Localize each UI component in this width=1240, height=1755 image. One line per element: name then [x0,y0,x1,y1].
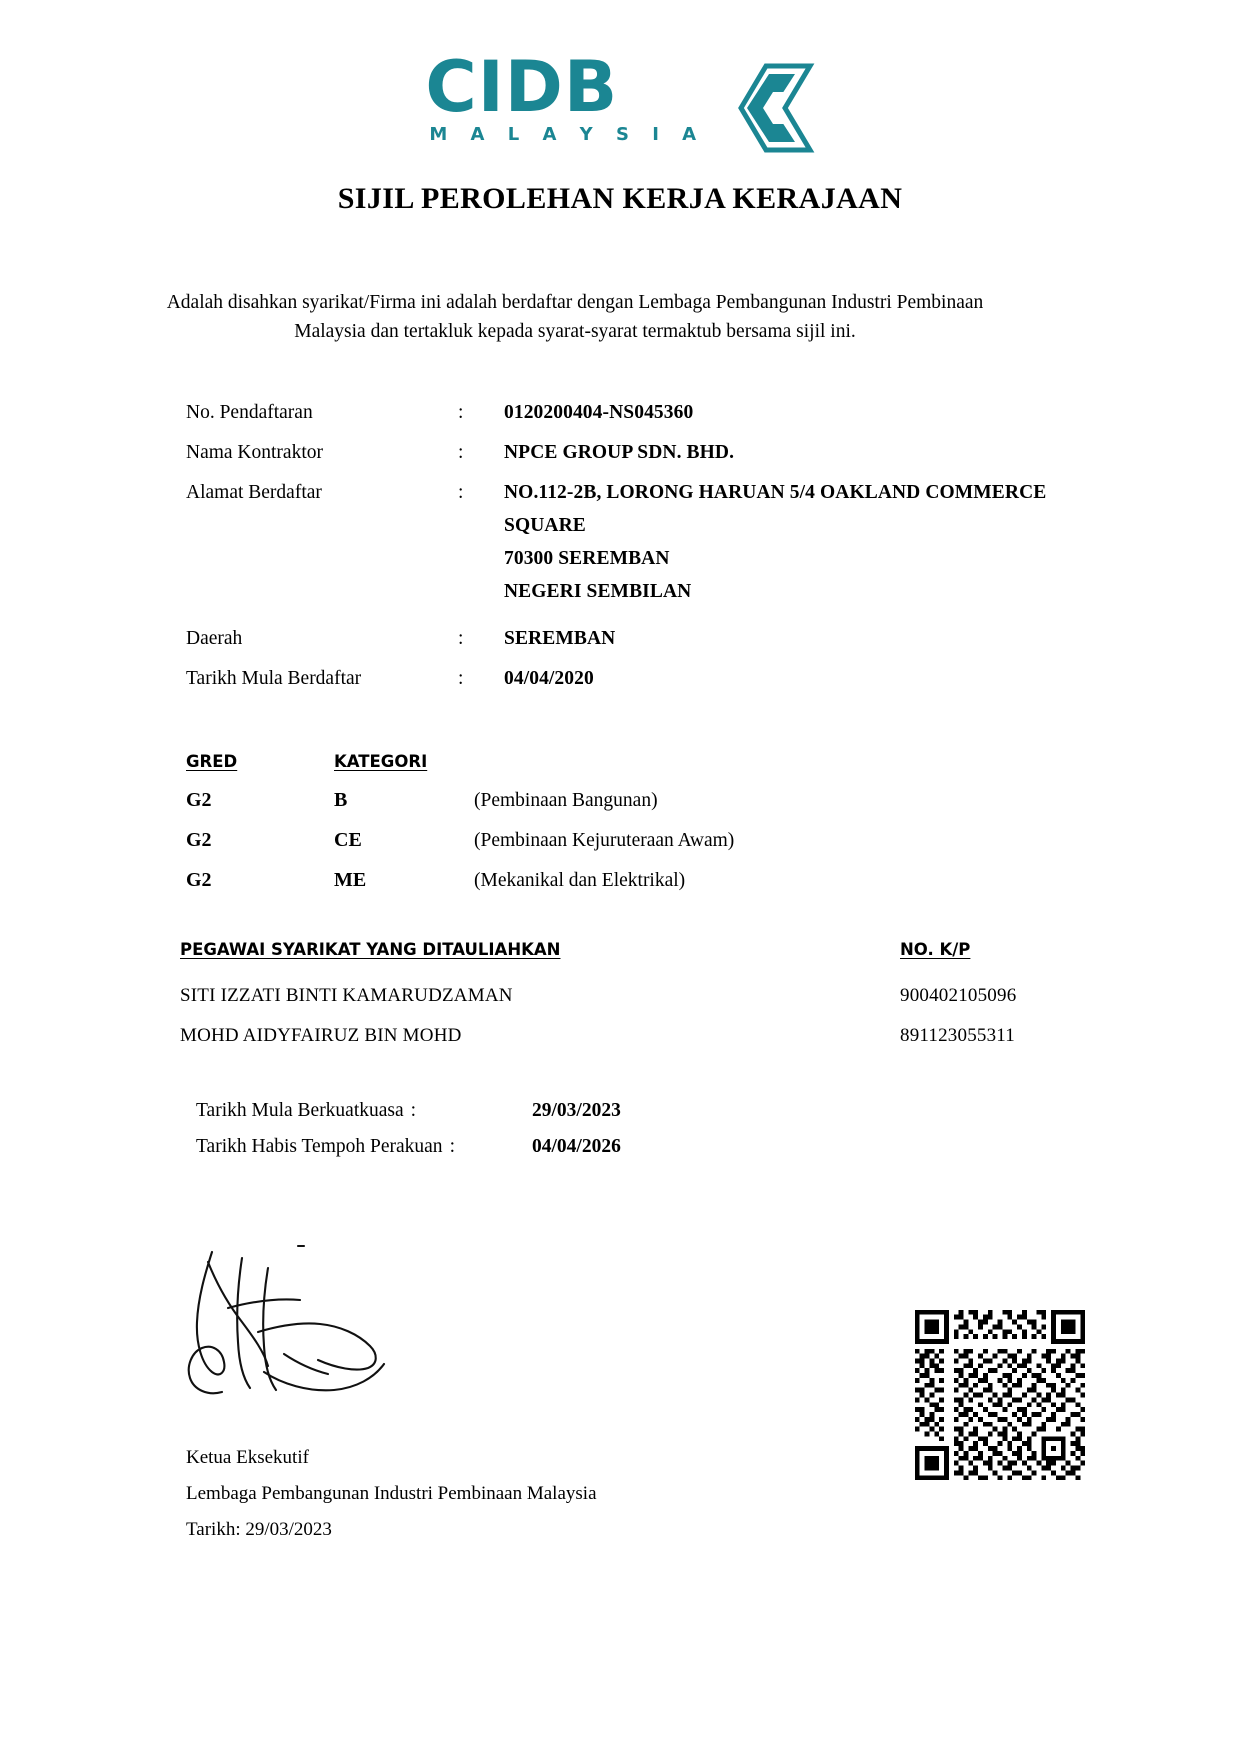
detail-row-tarikh-mula-berdaftar [186,666,1086,692]
address-line-4: NEGERI SEMBILAN [504,581,692,602]
officer-kp: 891123055311 [900,1025,1015,1046]
column-header-description [474,752,1086,771]
grade-category-table [186,752,1086,909]
validity-label: Tarikh Habis Tempoh Perakuan [196,1136,443,1157]
address-line-3: 70300 SEREMBAN [504,548,670,569]
cell-kategori: B [334,789,348,811]
officers-header-name: PEGAWAI SYARIKAT YANG DITAULIAHKAN [180,940,561,959]
validity-value-expiry-date: 04/04/2026 [532,1136,621,1157]
detail-label: Tarikh Mula Berdaftar [186,668,362,689]
authorised-officers-section [180,940,1080,1065]
page-title: SIJIL PEROLEHAN KERJA KERAJAAN [337,182,903,215]
validity-dates [196,1100,896,1172]
officer-name: SITI IZZATI BINTI KAMARUDZAMAN [180,985,513,1006]
address-line-2: SQUARE [504,515,586,536]
signature-image [172,1222,422,1427]
detail-value-contractor-name: NPCE GROUP SDN. BHD. [504,442,735,463]
signatory-date: Tarikh: 29/03/2023 [186,1519,332,1540]
detail-label: Nama Kontraktor [186,442,323,463]
detail-row-alamat-berdaftar [186,480,1086,612]
validity-label: Tarikh Mula Berkuatkuasa [196,1100,404,1121]
validity-row-expiry-date [196,1136,896,1158]
detail-row-nama-kontraktor [186,440,1086,466]
signatory-title: Ketua Eksekutif [186,1447,309,1468]
detail-value-district: SEREMBAN [504,628,616,649]
cell-description: (Pembinaan Kejuruteraan Awam) [474,830,735,851]
column-header-gred: GRED [186,752,238,771]
column-header-kategori: KATEGORI [334,752,428,771]
detail-colon: : [458,628,464,649]
qr-code [910,1305,1090,1485]
validity-colon: : [449,1136,455,1157]
detail-colon: : [458,442,464,463]
logo-wordmark: CIDB [425,46,619,128]
cell-gred: G2 [186,789,212,811]
intro-paragraph: Adalah disahkan syarikat/Firma ini adalah berdaftar dengan Lembaga Pembangunan Industri Pembinaan Malaysia dan tertakluk kepada syarat-syarat termaktub bersama sijil ini. [166,292,984,342]
officer-row [180,985,1080,1007]
detail-colon: : [458,482,464,503]
officers-header-row [180,940,1080,959]
address-line-1: NO.112-2B, LORONG HARUAN 5/4 OAKLAND COMMERCE [504,482,1047,503]
detail-value-registration-date: 04/04/2020 [504,668,594,689]
detail-label: Daerah [186,628,243,649]
cell-gred: G2 [186,829,212,851]
table-row [186,789,1086,812]
table-row [186,829,1086,852]
detail-colon: : [458,402,464,423]
detail-value-address [504,480,1046,612]
cell-gred: G2 [186,869,212,891]
cidb-logo [0,46,1240,161]
validity-value-effective-date: 29/03/2023 [532,1100,621,1121]
cell-kategori: CE [334,829,362,851]
detail-colon: : [458,668,464,689]
registration-details [186,400,1086,706]
detail-value-registration-number: 0120200404-NS045360 [504,402,694,423]
detail-row-daerah [186,626,1086,652]
officer-name: MOHD AIDYFAIRUZ BIN MOHD [180,1025,462,1046]
detail-label: Alamat Berdaftar [186,482,322,503]
validity-row-effective-date [196,1100,896,1122]
table-header-row [186,752,1086,771]
logo-subtitle: M A L A Y S I A [429,124,705,145]
signatory-organisation: Lembaga Pembangunan Industri Pembinaan Malaysia [186,1483,597,1504]
cell-description: (Mekanikal dan Elektrikal) [474,870,686,891]
cell-description: (Pembinaan Bangunan) [474,790,658,811]
officer-row [180,1025,1080,1047]
cidb-hexagon-mark-icon [711,60,815,161]
detail-row-no-pendaftaran [186,400,1086,426]
officer-kp: 900402105096 [900,985,1017,1006]
validity-colon: : [410,1100,417,1121]
officers-header-kp: NO. K/P [900,940,971,959]
table-row [186,869,1086,892]
cell-kategori: ME [334,869,367,891]
signatory-block [186,1440,886,1548]
detail-label: No. Pendaftaran [186,402,313,423]
